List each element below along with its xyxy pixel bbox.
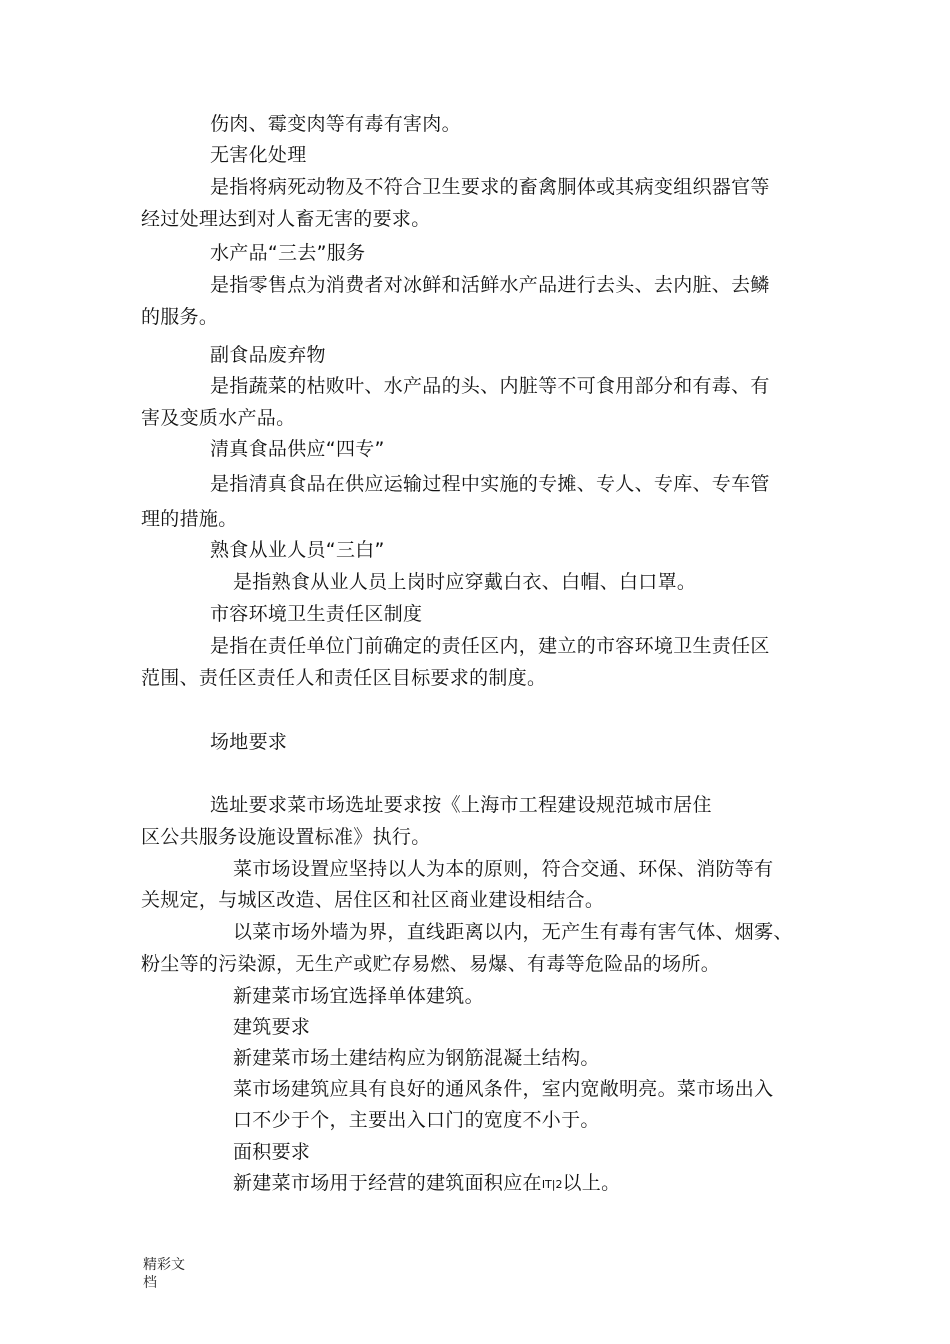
body-line: 新建菜市场宜选择单体建筑。: [233, 985, 484, 1007]
term-aquatic-service: 水产品“三去”服务: [210, 242, 366, 264]
body-line: 选址要求菜市场选址要求按《上海市工程建设规范城市居住: [210, 794, 712, 816]
body-line-area: [233, 1171, 620, 1197]
definition-line: 理的措施。: [141, 508, 238, 530]
area-text-after: 以上。: [562, 1172, 621, 1194]
body-line: 关规定，与城区改造、居住区和社区商业建设相结合。: [141, 889, 605, 911]
body-line: 菜市场设置应坚持以人为本的原则，符合交通、环保、消防等有: [233, 858, 774, 880]
term-halal-supply: 清真食品供应“四专”: [210, 438, 385, 460]
body-line: 以菜市场外墙为界，直线距离以内，无产生有毒有害气体、烟雾、: [233, 921, 793, 943]
definition-line: 范围、责任区责任人和责任区目标要求的制度。: [141, 667, 547, 689]
body-line: 区公共服务设施设置标准》执行。: [141, 826, 431, 848]
area-unit: IT|2: [541, 1178, 563, 1191]
body-line: 菜市场建筑应具有良好的通风条件，室内宽敞明亮。菜市场出入: [233, 1078, 774, 1100]
definition-line: 是指将病死动物及不符合卫生要求的畜禽胴体或其病变组织器官等: [210, 176, 770, 198]
body-line: 新建菜市场土建结构应为钢筋混凝土结构。: [233, 1047, 600, 1069]
text-line-1: 伤肉、霉变肉等有毒有害肉。: [210, 113, 461, 135]
subheading-building-requirements: 建筑要求: [233, 1016, 311, 1038]
definition-line: 是指清真食品在供应运输过程中实施的专摊、专人、专库、专车管: [210, 473, 770, 495]
body-line: 粉尘等的污染源，无生产或贮存易燃、易爆、有毒等危险品的场所。: [141, 953, 721, 975]
subheading-area-requirements: 面积要求: [233, 1141, 311, 1163]
definition-line: 是指零售点为消费者对冰鲜和活鲜水产品进行去头、去内脏、去鳞: [210, 274, 770, 296]
area-text-before: 新建菜市场用于经营的建筑面积应在: [233, 1172, 542, 1194]
definition-line: 经过处理达到对人畜无害的要求。: [141, 208, 431, 230]
definition-line: 是指蔬菜的枯败叶、水产品的头、内脏等不可食用部分和有毒、有: [210, 375, 770, 397]
section-heading-site-requirements: 场地要求: [210, 731, 288, 753]
footer-watermark: [143, 1256, 203, 1292]
footer-line-2: 档: [143, 1275, 157, 1291]
definition-line: 是指在责任单位门前确定的责任区内，建立的市容环境卫生责任区: [210, 635, 770, 657]
footer-line-1: 精彩文: [143, 1257, 185, 1273]
term-deli-staff: 熟食从业人员“三白”: [210, 539, 385, 561]
term-food-waste: 副食品废弃物: [210, 344, 326, 366]
definition-line: 害及变质水产品。: [141, 407, 296, 429]
term-harmless-treatment: 无害化处理: [210, 144, 307, 166]
definition-line: 的服务。: [141, 306, 219, 328]
definition-line: 是指熟食从业人员上岗时应穿戴白衣、白帽、白口罩。: [233, 571, 697, 593]
term-responsibility-zone: 市容环境卫生责任区制度: [210, 603, 423, 625]
body-line: 口不少于个，主要出入口门的宽度不小于。: [233, 1109, 600, 1131]
